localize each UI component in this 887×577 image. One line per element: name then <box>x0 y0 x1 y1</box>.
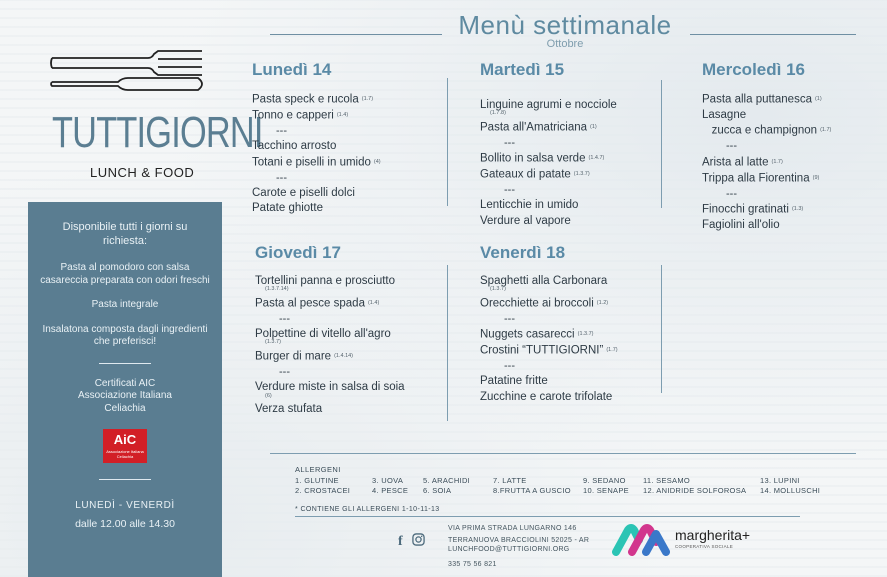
footer-phone: 335 75 56 821 <box>448 561 497 568</box>
allergen-code: (1) <box>590 123 597 130</box>
dish-name: Nuggets casarecci <box>480 328 575 341</box>
dish-item <box>702 202 831 218</box>
day-heading: Mercoledì 16 <box>702 60 805 79</box>
dish-name: Polpettine di vitello all'agro <box>255 328 391 341</box>
footer-address: VIA PRIMA STRADA LUNGARNO 146 TERRANUOVA BRACCIOLINI 52025 - AR <box>448 525 590 544</box>
allergen-code: (1.7) <box>361 96 374 102</box>
allergen-item: 4. PESCE <box>372 486 409 495</box>
social-icons <box>398 532 425 550</box>
day-tuesday <box>480 60 617 229</box>
brand-name: TUTTIGIORNI <box>52 108 263 157</box>
dish-name: zucca e champignon <box>702 124 818 137</box>
day-monday <box>252 60 381 216</box>
dish-name: Fagiolini all'olio <box>702 218 780 231</box>
allergen-item: 13. LUPINI <box>760 476 800 485</box>
dish-name: Lasagne <box>702 108 747 121</box>
column-divider <box>661 80 662 208</box>
dish-name: Tacchino arrosto <box>252 140 337 153</box>
dish-separator: --- <box>504 312 515 325</box>
info-panel <box>28 202 222 577</box>
footer-email[interactable]: LUNCHFOOD@TUTTIGIORNI.ORG <box>448 546 570 553</box>
dish-list <box>480 98 617 229</box>
dish-name: Zucchine e carote trifolate <box>480 390 613 403</box>
dish-item <box>480 214 617 229</box>
dish-item <box>252 108 381 124</box>
dish-name: Pasta all'Amatriciana <box>480 121 588 134</box>
day-heading: Lunedì 14 <box>252 60 332 79</box>
allergen-code: (1.4.7) <box>588 155 605 162</box>
dish-name: Orecchiette ai broccoli <box>480 297 594 310</box>
dish-separator: --- <box>726 187 737 200</box>
panel-hours: dalle 12.00 alle 14.30 <box>75 517 175 530</box>
day-heading: Giovedì 17 <box>255 243 341 262</box>
dish-item <box>252 139 381 154</box>
dish-separator: --- <box>504 136 515 149</box>
panel-days: LUNEDÌ - VENERDÌ <box>75 500 175 511</box>
panel-item-insalatona: Insalatona composta dagli ingredienti che preferisci! <box>42 323 208 347</box>
dish-separator: --- <box>276 171 287 184</box>
allergens-note: * CONTIENE GLI ALLERGENI 1-10-11-13 <box>295 506 440 513</box>
allergens-bottom-rule <box>295 516 800 517</box>
dish-name: Gateaux di patate <box>480 168 571 181</box>
allergen-item: 1. GLUTINE <box>295 476 339 485</box>
allergen-code: (1.3.7) <box>577 331 594 338</box>
dish-item <box>480 390 618 405</box>
dish-item <box>702 123 831 139</box>
dish-name: Burger di mare <box>255 350 332 363</box>
dish-item <box>702 92 831 108</box>
allergens-top-rule <box>270 453 856 454</box>
dish-item <box>702 171 831 187</box>
month-label: Ottobre <box>546 38 584 50</box>
dish-separator: --- <box>504 184 515 197</box>
allergen-item: 9. SEDANO <box>583 476 626 485</box>
allergen-code: (1.7.8) <box>490 110 506 117</box>
allergen-code: (1.3) <box>791 205 804 212</box>
day-heading: Venerdì 18 <box>480 243 566 262</box>
partner-logo: margherita+ COOPERATIVA SOCIALE <box>675 527 751 549</box>
dish-item <box>252 155 381 171</box>
dish-separator: --- <box>276 124 287 137</box>
allergen-code: (1.4) <box>367 299 380 306</box>
allergen-item: 11. SESAMO <box>643 476 691 485</box>
day-thursday <box>255 243 405 417</box>
dish-item <box>480 120 617 136</box>
dish-item <box>480 296 618 312</box>
dish-item <box>480 151 617 167</box>
dish-item <box>252 92 381 108</box>
dish-separator: --- <box>726 140 737 153</box>
day-heading: Martedì 15 <box>480 60 565 79</box>
dish-name: Tortellini panna e prosciutto <box>255 275 395 287</box>
allergen-item: 6. SOIA <box>423 486 452 495</box>
instagram-icon[interactable] <box>412 533 425 546</box>
allergen-code: (1) <box>814 96 822 102</box>
dish-list <box>480 274 618 405</box>
column-divider <box>447 78 448 206</box>
dish-name: Carote e piselli dolci <box>252 186 355 199</box>
allergen-code: (1.7) <box>820 127 832 134</box>
allergen-code: (1.7) <box>771 158 783 165</box>
dish-name: Finocchi gratinati <box>702 203 789 216</box>
dish-item <box>255 402 405 417</box>
dish-name: Verdure miste in salsa di soia <box>255 381 405 394</box>
dish-item <box>702 218 831 233</box>
header <box>270 8 860 50</box>
allergens-title: ALLERGENI <box>295 465 341 474</box>
dish-name: Verdure al vapore <box>480 214 571 227</box>
dish-name: Pasta speck e rucola <box>252 93 359 106</box>
panel-intro: Disponibile tutti i giorni su richiesta: <box>62 221 188 247</box>
allergen-code: (1.7) <box>606 347 618 354</box>
allergen-item: 2. CROSTACEI <box>295 486 351 495</box>
dish-name: Totani e piselli in umido <box>252 156 371 169</box>
page-title: Menù settimanale <box>458 10 672 40</box>
dish-name: Trippa alla Fiorentina <box>702 172 810 185</box>
dish-item <box>480 198 617 213</box>
allergen-code: (1.4) <box>336 111 349 118</box>
column-divider <box>447 265 448 421</box>
dish-item <box>480 167 617 183</box>
dish-item <box>252 186 381 201</box>
panel-divider <box>99 363 151 364</box>
dish-name: Bollito in salsa verde <box>480 152 586 165</box>
allergen-code: (1.4.14) <box>334 352 354 359</box>
panel-divider <box>99 479 151 480</box>
dish-separator: --- <box>504 360 515 373</box>
allergen-item: 8.FRUTTA A GUSCIO <box>493 486 571 495</box>
dish-item <box>702 108 831 123</box>
day-wednesday <box>702 60 831 233</box>
panel-item-pasta-pomodoro: Pasta al pomodoro con salsa casareccia preparata con odori freschi <box>40 262 210 286</box>
dish-list <box>702 92 831 233</box>
day-friday <box>480 243 618 405</box>
dish-name: Tonno e capperi <box>252 109 334 122</box>
dish-name: Linguine agrumi e nocciole <box>480 99 617 111</box>
brand-tagline: LUNCH & FOOD <box>90 165 195 180</box>
facebook-icon[interactable]: f <box>398 534 403 549</box>
dish-separator: --- <box>279 312 290 325</box>
dish-item <box>480 374 618 389</box>
allergen-item: 3. UOVA <box>372 476 404 485</box>
dish-name: Lenticchie in umido <box>480 199 579 212</box>
allergen-code: (1.3.7) <box>573 171 590 178</box>
dish-name: Patate ghiotte <box>252 202 323 215</box>
allergen-code: (9) <box>812 174 820 181</box>
dish-item <box>255 296 405 312</box>
dish-item <box>255 349 405 365</box>
dish-item <box>252 201 381 216</box>
dish-name: Spaghetti alla Carbonara <box>480 275 608 287</box>
dish-list <box>255 274 405 417</box>
allergen-code: (1.3.7) <box>490 286 506 293</box>
allergen-code: (6) <box>265 392 272 399</box>
dish-name: Verza stufata <box>255 403 323 416</box>
allergen-item: 12. ANIDRIDE SOLFOROSA <box>643 486 747 495</box>
allergen-item: 14. MOLLUSCHI <box>760 486 821 495</box>
aic-logo: AiC Associazione Italiana Celiachia <box>103 429 147 463</box>
dish-name: Arista al latte <box>702 156 769 169</box>
dish-name: Pasta alla puttanesca <box>702 93 812 106</box>
allergen-code: (1.2) <box>596 299 609 306</box>
dish-item <box>255 380 405 395</box>
dish-item <box>480 343 618 359</box>
dish-name: Patatine fritte <box>480 375 548 388</box>
column-divider <box>661 265 662 393</box>
allergen-code: (1.3.7.14) <box>265 286 289 293</box>
dish-item <box>480 327 618 343</box>
dish-name: Crostini “TUTTIGIORNI” <box>480 344 604 357</box>
allergen-code: (4) <box>373 158 381 165</box>
allergen-item: 5. ARACHIDI <box>423 476 471 485</box>
allergen-item: 7. LATTE <box>493 476 527 485</box>
dish-list <box>252 92 381 216</box>
dish-item <box>702 155 831 171</box>
panel-item-pasta-integrale: Pasta integrale <box>91 299 159 310</box>
panel-certification: Certificati AIC Associazione Italiana Celiachia <box>78 377 172 414</box>
allergen-item: 10. SENAPE <box>583 486 629 495</box>
margherita-logo-icon <box>612 524 670 558</box>
dish-separator: --- <box>279 365 290 378</box>
dish-name: Pasta al pesce spada <box>255 297 365 310</box>
allergen-code: (1.3.7) <box>265 339 281 346</box>
